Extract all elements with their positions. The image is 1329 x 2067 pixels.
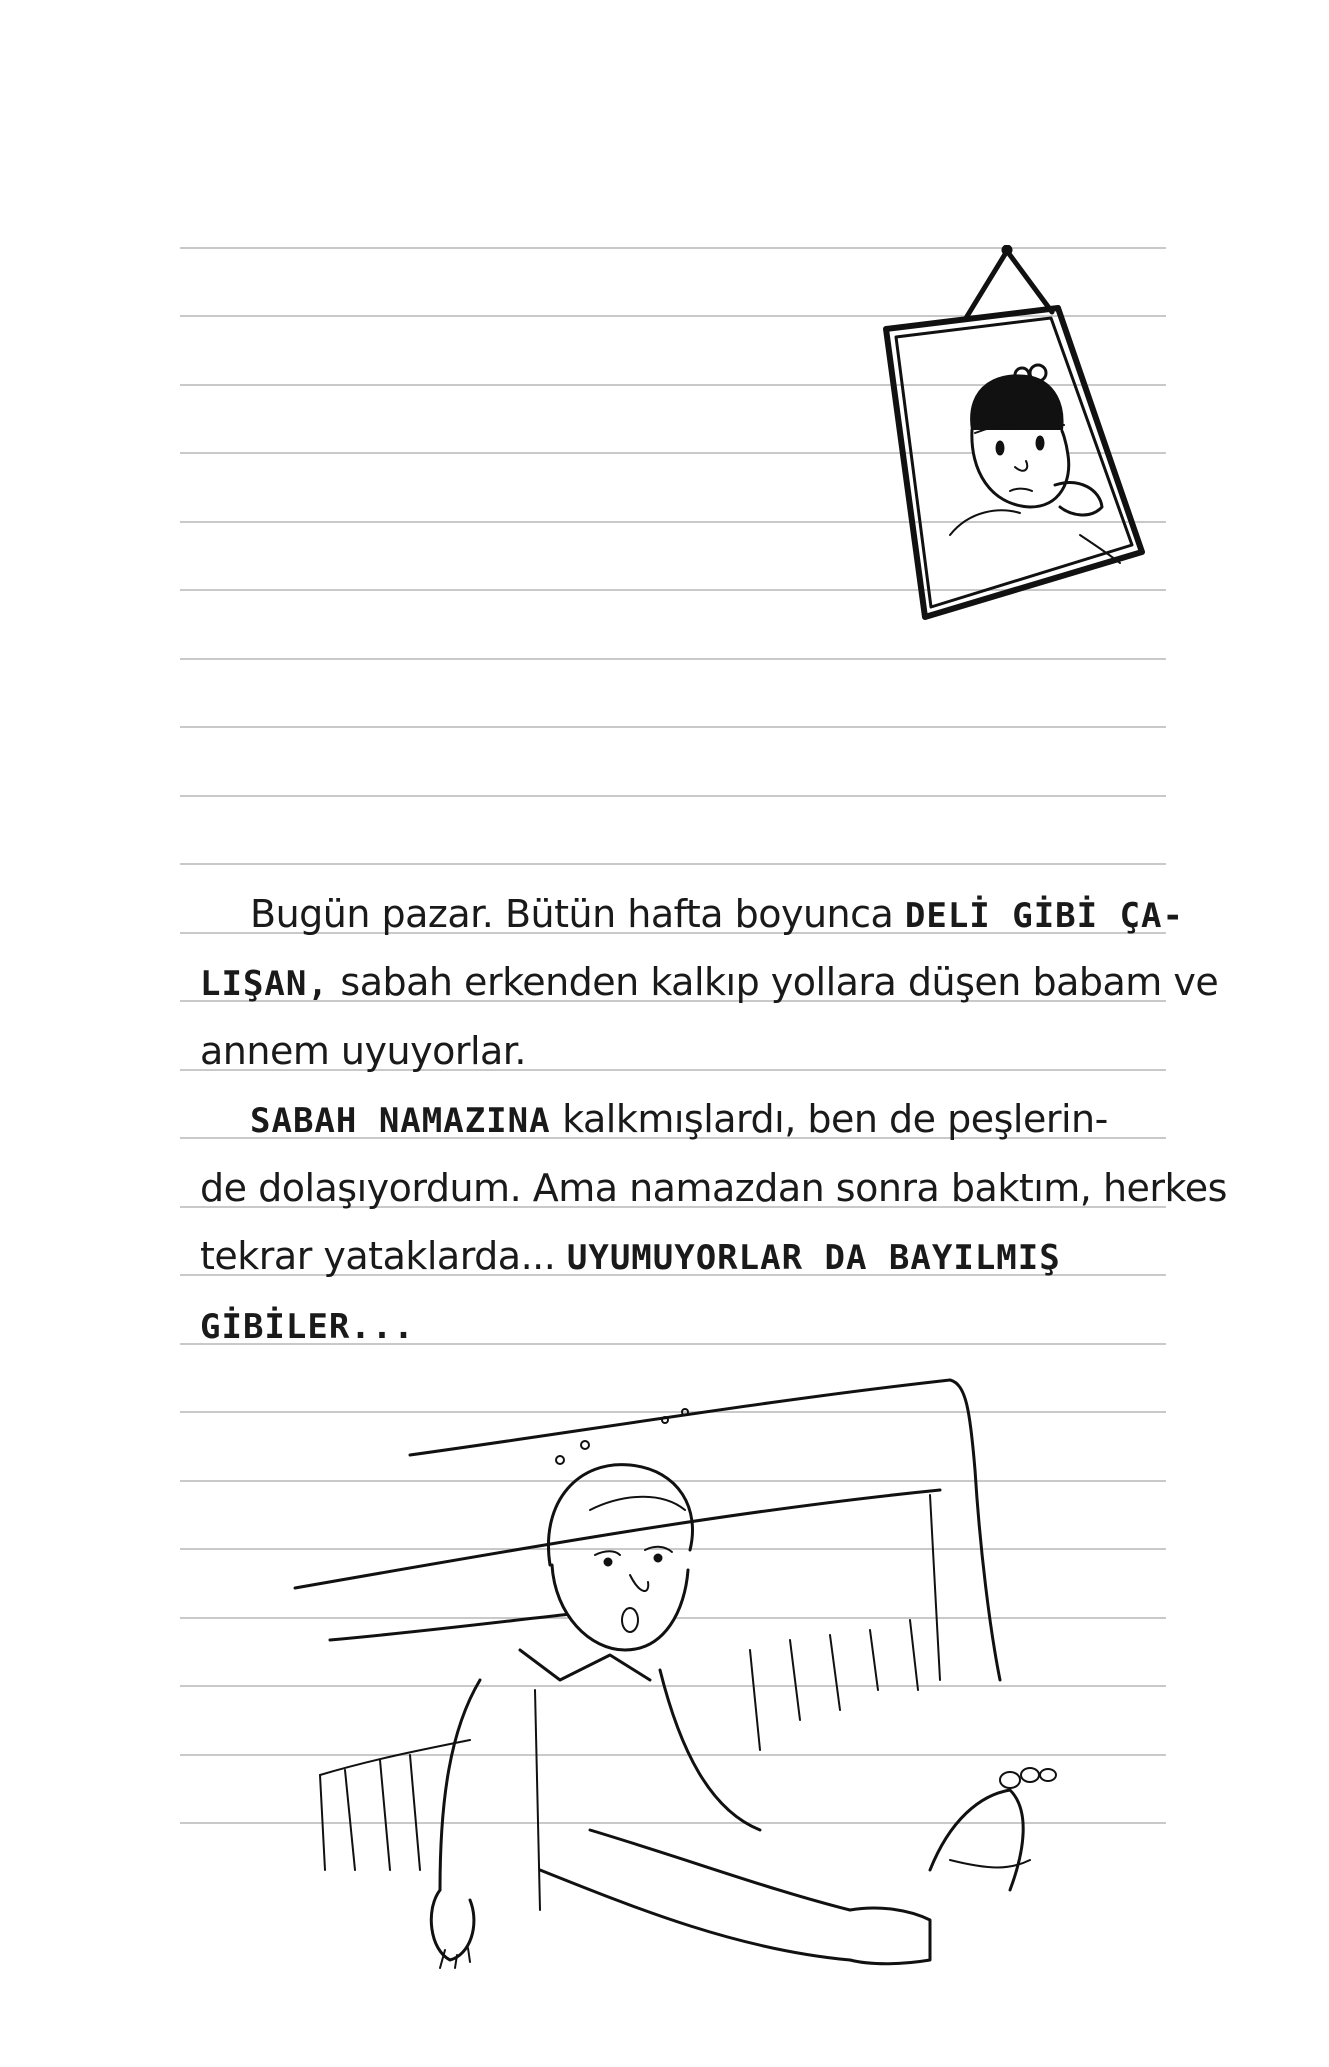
text-line bbox=[200, 1085, 1108, 1153]
rule-line bbox=[180, 795, 1166, 797]
text-span: sabah erkenden kalkıp yollara düşen babam ve bbox=[328, 960, 1219, 1004]
text-line bbox=[200, 880, 1184, 948]
text-span: kalkmışlardı, ben de peşlerin- bbox=[550, 1097, 1108, 1141]
rule-line bbox=[180, 658, 1166, 660]
text-line bbox=[200, 948, 1218, 1016]
bold-text: DELİ GİBİ ÇA- bbox=[904, 896, 1184, 936]
text-line bbox=[200, 1291, 415, 1359]
text-span: tekrar yataklarda... bbox=[200, 1234, 567, 1278]
text-line bbox=[200, 1017, 526, 1085]
bold-text: UYUMUYORLAR DA BAYILMIŞ bbox=[566, 1238, 1061, 1278]
rule-line bbox=[180, 863, 1166, 865]
bold-text: SABAH NAMAZINA bbox=[250, 1101, 551, 1141]
text-span: de dolaşıyordum. Ama namazdan sonra baktım, herkes bbox=[200, 1166, 1227, 1210]
bold-text: LIŞAN, bbox=[200, 964, 329, 1004]
framed-portrait-icon bbox=[880, 245, 1180, 630]
bold-text: GİBİLER... bbox=[200, 1307, 415, 1347]
rule-line bbox=[180, 726, 1166, 728]
text-line bbox=[200, 1154, 1227, 1222]
text-line bbox=[200, 1222, 1061, 1290]
text-span: annem uyuyorlar. bbox=[200, 1029, 527, 1073]
sleeping-man-icon bbox=[290, 1350, 1120, 1970]
text-span: Bugün pazar. Bütün hafta boyunca bbox=[250, 892, 905, 936]
